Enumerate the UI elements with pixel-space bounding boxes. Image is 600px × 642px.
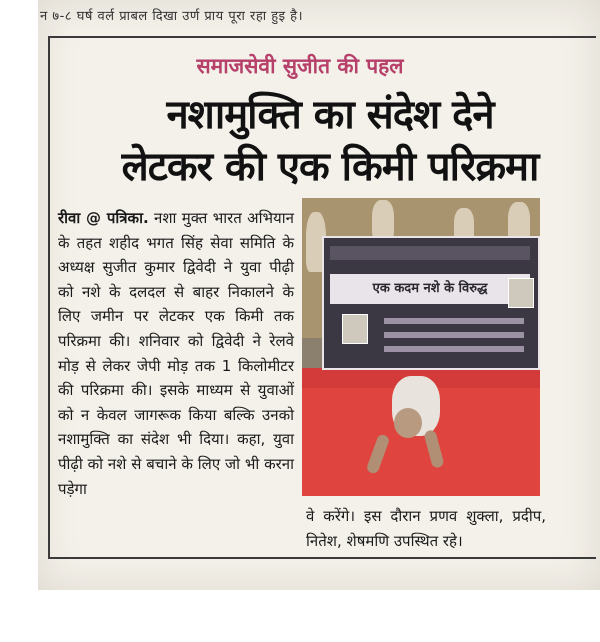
banner-header: [330, 246, 530, 260]
banner-portrait: [342, 314, 368, 344]
kicker: समाजसेवी सुजीत की पहल: [196, 54, 404, 78]
crawling-man-head: [394, 408, 422, 438]
headline-line-1: नशामुक्ति का संदेश देने: [166, 92, 494, 138]
bottom-rule: [48, 557, 596, 559]
article-text: नशा मुक्त भारत अभियान के तहत शहीद भगत सिंह सेवा समिति के अध्यक्ष सुजीत कुमार द्विवेदी ने युवा पीढ़ी को नशे के दलदल से बाहर निकालने के लिए जमीन पर लेटकर एक किमी तक परिक्रमा की। शनिवार को द्विवेदी ने रेलवे मोड़ से लेकर जेपी मोड़ तक 1 किलोमीटर की परिक्रमा की। इसके माध्यम से युवाओं को न केवल जागरूक किया बल्कि उनको नशामुक्ति का संदेश भी दिया। कहा, युवा पीढ़ी को नशे से बचाने के लिए जो भी करना पड़ेगा: [58, 209, 294, 498]
article-photo: [302, 198, 540, 496]
headline-line-2: लेटकर की एक किमी परिक्रमा: [121, 144, 539, 190]
left-rule: [48, 38, 50, 558]
dateline: रीवा @ पत्रिका.: [58, 209, 149, 227]
previous-article-fragment: न ७-८ घर्ष वर्ल प्राबल दिखा उर्ण प्राय पूरा रहा हुइ है।: [40, 9, 303, 24]
article-continuation: वे करेंगे। इस दौरान प्रणव शुक्ला, प्रदीप, नितेश, शेषमणि उपस्थित रहे।: [306, 507, 546, 550]
top-rule: [48, 36, 596, 38]
banner-text-line: [384, 346, 524, 352]
banner-slogan: एक कदम नशे के विरुद्ध: [330, 274, 530, 304]
photo-person: [372, 200, 394, 240]
banner-text-line: [384, 332, 524, 338]
photo-banner: [322, 236, 540, 370]
banner-portrait: [508, 278, 534, 308]
article-body: [58, 206, 294, 501]
banner-text-line: [384, 318, 524, 324]
